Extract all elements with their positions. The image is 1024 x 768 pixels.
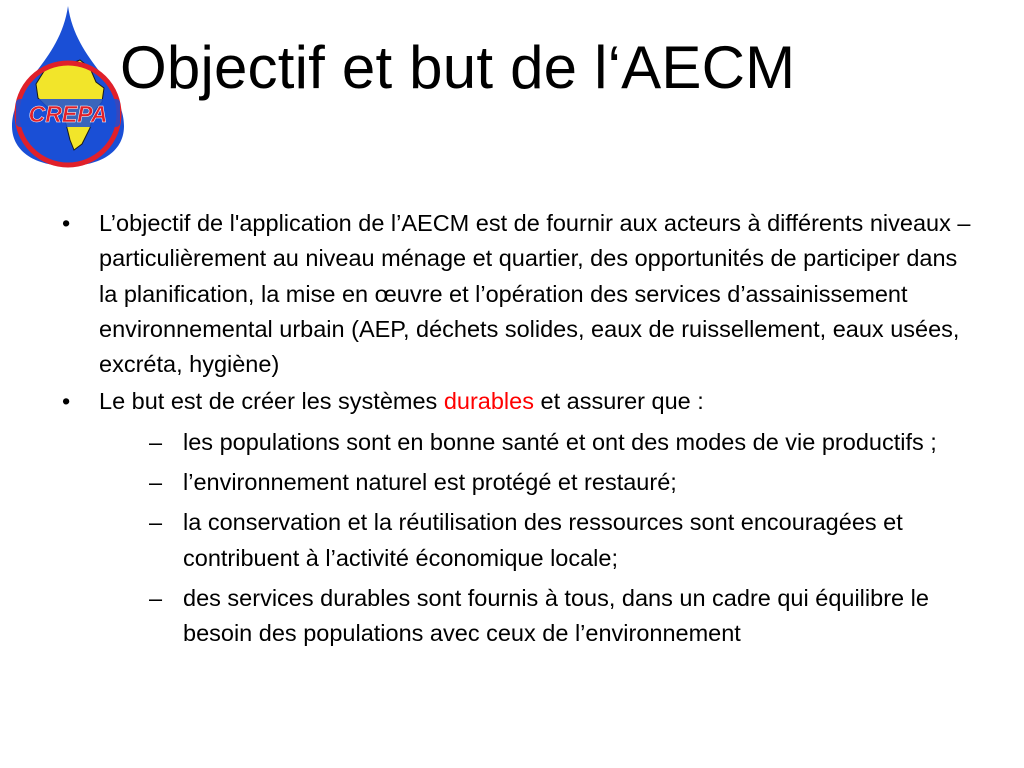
bullet-marker: • bbox=[62, 388, 71, 415]
dash-marker: – bbox=[149, 469, 163, 496]
logo-text: CREPA bbox=[28, 101, 108, 127]
bullet-text: L’objectif de l'application de l’AECM est de fournir aux acteurs à différents niveaux –particulièrement au niveau ménage et quartier, des opportunités de participer dans la planification, la mise en œuvre et l’opération des services d’assainissement environnemental urbain (AEP, déchets solides, eaux de ruissellement, eaux usées, excréta, hygiène) bbox=[99, 210, 971, 378]
bullet-text-before: Le but est de créer les systèmes bbox=[99, 388, 444, 415]
sub-item-text: la conservation et la réutilisation des ressources sont encouragées et contribuent à l’activité économique locale; bbox=[183, 509, 903, 571]
highlight-durables: durables bbox=[443, 388, 534, 415]
sub-item bbox=[149, 581, 982, 652]
bullet-item-objectif bbox=[62, 206, 982, 382]
sub-item bbox=[149, 505, 982, 576]
sub-item-text: l’environnement naturel est protégé et restauré; bbox=[183, 469, 677, 496]
sub-item-text: des services durables sont fournis à tous, dans un cadre qui équilibre le besoin des populations avec ceux de l’environnement bbox=[183, 584, 929, 647]
sub-item bbox=[149, 425, 982, 460]
sub-bullet-list bbox=[149, 425, 982, 652]
bullet-text-after: et assurer que : bbox=[533, 388, 704, 415]
bullet-marker: • bbox=[62, 210, 71, 236]
dash-marker: – bbox=[149, 584, 163, 611]
bullet-item-but bbox=[62, 384, 982, 651]
sub-item bbox=[149, 465, 982, 500]
bullet-list bbox=[62, 206, 982, 654]
dash-marker: – bbox=[149, 509, 163, 536]
sub-item-text: les populations sont en bonne santé et ont des modes de vie productifs ; bbox=[183, 428, 937, 455]
crepa-logo bbox=[6, 4, 130, 168]
dash-marker: – bbox=[149, 428, 163, 455]
slide-title: Objectif et but de l‘AECM bbox=[120, 34, 796, 101]
